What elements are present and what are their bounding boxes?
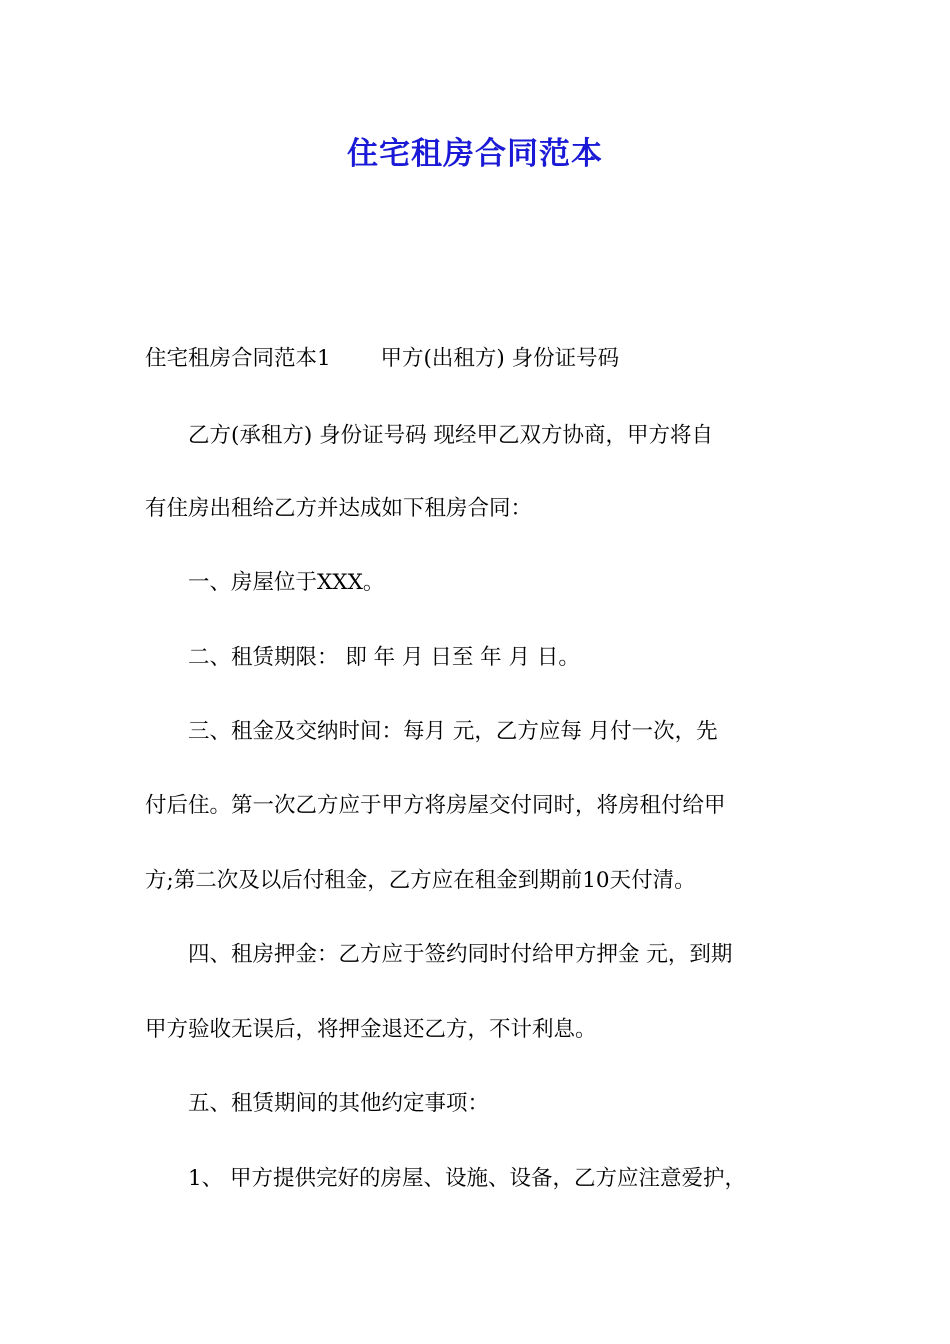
body-line-4: 一、房屋位于XXX。	[145, 570, 385, 595]
document-title: 住宅租房合同范本	[347, 136, 603, 172]
body-line-1: 住宅租房合同范本1 甲方(出租方) 身份证号码	[145, 346, 620, 371]
body-line-2: 乙方(承租方) 身份证号码 现经甲乙双方协商，甲方将自	[145, 423, 713, 448]
body-line-9: 四、租房押金：乙方应于签约同时付给甲方押金 元，到期	[145, 942, 733, 967]
body-line-12: 1、 甲方提供完好的房屋、设施、设备，乙方应注意爱护，	[145, 1166, 747, 1191]
body-line-6: 三、租金及交纳时间：每月 元，乙方应每 月付一次，先	[145, 719, 718, 744]
body-line-8: 方;第二次及以后付租金，乙方应在租金到期前10天付清。	[145, 868, 696, 893]
body-line-11: 五、租赁期间的其他约定事项：	[145, 1091, 490, 1116]
body-line-5: 二、租赁期限： 即 年 月 日至 年 月 日。	[145, 645, 580, 670]
body-line-7: 付后住。第一次乙方应于甲方将房屋交付同时，将房租付给甲	[145, 793, 726, 818]
body-line-10: 甲方验收无误后，将押金退还乙方，不计利息。	[145, 1017, 597, 1042]
body-line-3: 有住房出租给乙方并达成如下租房合同：	[145, 496, 533, 521]
